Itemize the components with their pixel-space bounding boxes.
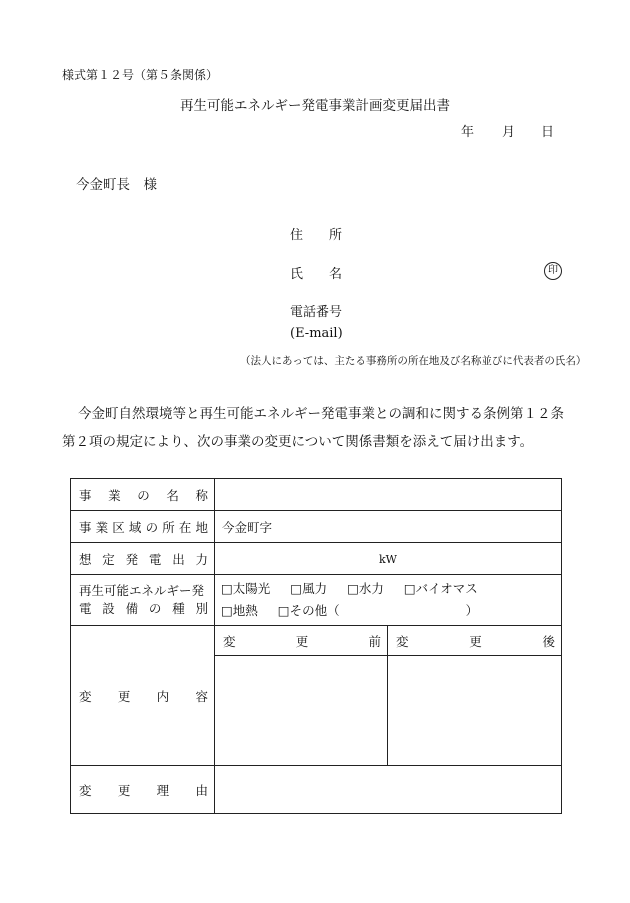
project-name-label: 事 業 の 名 称 — [71, 479, 215, 511]
other-close-paren: ） — [465, 603, 479, 618]
before-change-label: 変 更 前 — [215, 626, 388, 656]
phone-label: 電話番号 — [290, 305, 343, 320]
location-label: 事 業 区 域 の 所 在 地 — [71, 511, 215, 543]
seal-mark: 印 — [544, 262, 562, 280]
checkbox-biomass[interactable]: □バイオマス — [403, 581, 478, 596]
checkbox-wind[interactable]: □風力 — [290, 581, 328, 596]
checkbox-other[interactable]: □その他（ — [277, 603, 340, 618]
project-name-value[interactable] — [215, 479, 562, 511]
email-label: (E-mail) — [290, 326, 343, 341]
row-output — [71, 543, 562, 575]
document-title: 再生可能エネルギー発電事業計画変更届出書 — [180, 98, 450, 114]
date-month-label: 月 — [502, 125, 516, 140]
checkbox-hydro[interactable]: □水力 — [347, 581, 384, 596]
row-reason — [71, 766, 562, 814]
date-year-label: 年 — [461, 125, 475, 140]
change-reason-value[interactable] — [215, 766, 562, 814]
equipment-label: 再生可能エネルギー発 電 設 備 の 種 別 — [71, 575, 215, 626]
row-equipment — [71, 575, 562, 626]
body-paragraph: 今金町自然環境等と再生可能エネルギー発電事業との調和に関する条例第１２条第２項の規定により、次の事業の変更について関係書類を添えて届け出ます。 — [62, 406, 564, 450]
date-day-label: 日 — [541, 125, 555, 140]
row-project-name — [71, 479, 562, 511]
row-location — [71, 511, 562, 543]
notification-form-table — [70, 478, 562, 814]
address-label: 住 所 — [290, 228, 343, 243]
corporation-note: （法人にあっては、主たる事務所の所在地及び名称並びに代表者の氏名） — [240, 355, 587, 367]
change-reason-label: 変 更 理 由 — [71, 766, 215, 814]
equipment-options — [215, 575, 562, 626]
checkbox-solar[interactable]: □太陽光 — [221, 581, 271, 596]
row-change-header — [71, 626, 562, 656]
form-number: 様式第１２号（第５条関係） — [62, 68, 219, 82]
change-content-label: 変 更 内 容 — [71, 626, 215, 766]
after-change-label: 変 更 後 — [388, 626, 562, 656]
after-change-value[interactable] — [388, 656, 562, 766]
output-unit: kW — [379, 553, 397, 566]
checkbox-geothermal[interactable]: □地熱 — [221, 603, 258, 618]
addressee: 今金町長 様 — [76, 177, 157, 193]
output-value[interactable] — [215, 543, 562, 575]
location-value[interactable]: 今金町字 — [215, 511, 562, 543]
output-label: 想 定 発 電 出 力 — [71, 543, 215, 575]
name-label: 氏 名 — [290, 267, 343, 282]
before-change-value[interactable] — [215, 656, 388, 766]
